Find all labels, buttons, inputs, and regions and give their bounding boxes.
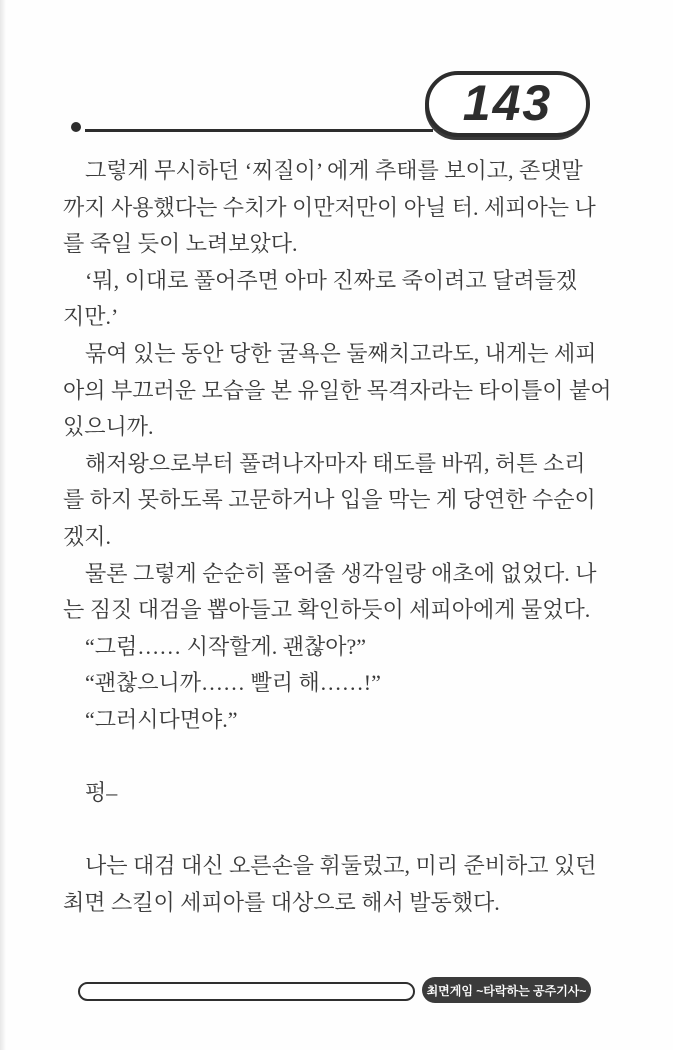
- text-line: “그럼…… 시작할게. 괜찮아?”: [63, 633, 367, 659]
- page-number-badge: [425, 71, 590, 137]
- text-line-blank: [63, 739, 619, 776]
- text-line: 그렇게 무시하던 ‘찌질이’ 에게 추태를 보이고, 존댓말: [63, 158, 583, 183]
- text-line: 겠지.: [63, 523, 112, 549]
- text-line: 펑–: [63, 780, 118, 806]
- text-line: 묶여 있는 동안 당한 굴욕은 둘째치고라도, 내게는 세피: [63, 340, 597, 366]
- text-line: “그러시다면야.”: [63, 706, 238, 732]
- scan-edge-shadow: [0, 0, 6, 1050]
- text-line: 아의 부끄러운 모습을 본 유일한 목격자라는 타이틀이 붙어: [63, 377, 612, 403]
- header-end-circle-icon: [71, 122, 81, 132]
- text-line: 나는 대검 대신 오른손을 휘둘렀고, 미리 준비하고 있던: [63, 853, 597, 879]
- text-line: 최면 스킬이 세피아를 대상으로 해서 발동했다.: [63, 889, 500, 915]
- text-line: 물론 그렇게 순순히 풀어줄 생각일랑 애초에 없었다. 나: [63, 560, 597, 586]
- text-line: “괜찮으니까…… 빨리 해……!”: [63, 670, 381, 696]
- header-rule: [85, 129, 433, 132]
- book-title: 최면게임 ~타락하는 공주기사~: [426, 983, 587, 998]
- book-title-badge: [422, 977, 591, 1003]
- text-line: 지만.’: [63, 304, 119, 330]
- text-line: 는 짐짓 대검을 뽑아들고 확인하듯이 세피아에게 물었다.: [63, 597, 591, 623]
- text-line: 를 하지 못하도록 고문하거나 입을 막는 게 당연한 수순이: [63, 487, 596, 513]
- text-line: ‘뭐, 이대로 풀어주면 아마 진짜로 죽이려고 달려들겠: [63, 267, 578, 293]
- text-line: 있으니까.: [63, 414, 154, 440]
- footer-rule-capsule: [78, 982, 415, 1001]
- text-line: 를 죽일 듯이 노려보았다.: [63, 231, 298, 257]
- page-number: 143: [462, 75, 553, 131]
- novel-text-block: [63, 153, 619, 921]
- text-line: 해저왕으로부터 풀려나자마자 태도를 바꿔, 허튼 소리: [63, 450, 586, 476]
- text-line-blank: [63, 812, 619, 849]
- text-line: 까지 사용했다는 수치가 이만저만이 아닐 터. 세피아는 나: [63, 194, 596, 220]
